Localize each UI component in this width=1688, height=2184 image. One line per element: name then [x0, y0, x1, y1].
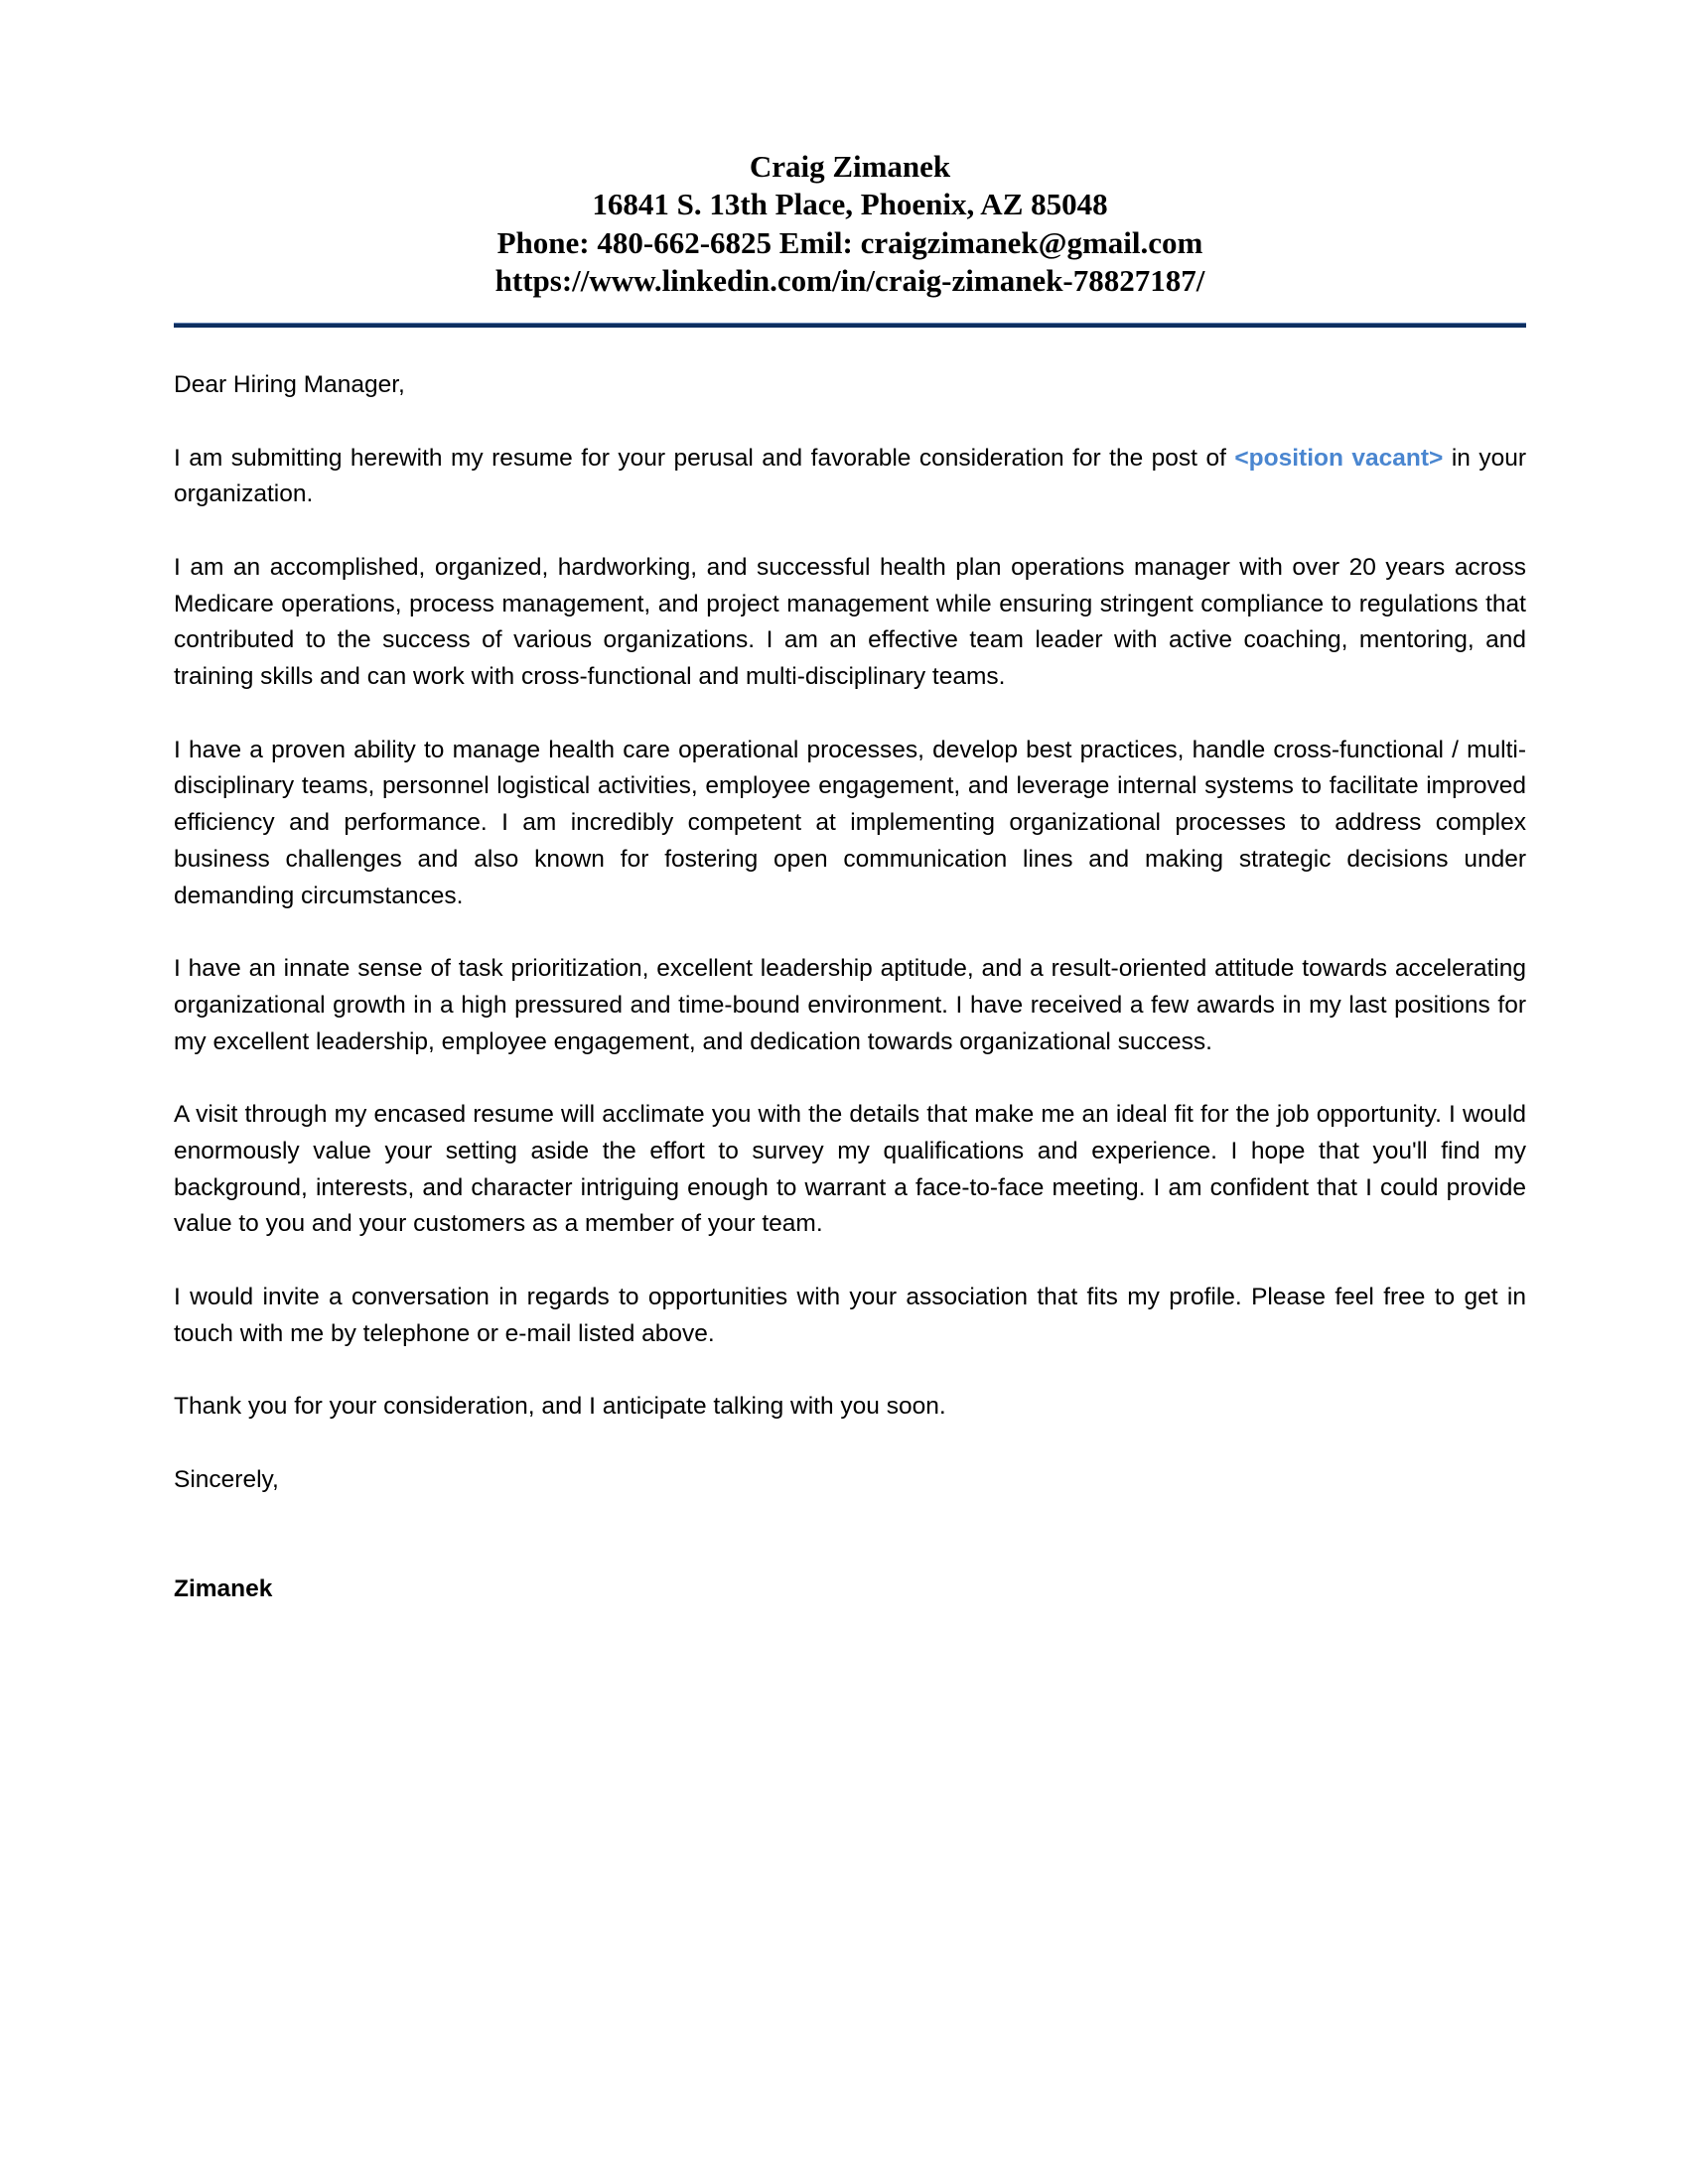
applicant-contact: Phone: 480-662-6825 Emil: craigzimanek@gmail.com	[496, 224, 1203, 260]
paragraph-leadership: I have an innate sense of task prioritization, excellent leadership aptitude, and a result-oriented attitude towards accelerating organizational growth in a high pressured and time-bound environment. I have received a few awards in my last positions for my excellent leadership, employee engagement, and dedication towards organizational success.	[174, 955, 1526, 1055]
paragraph-experience: I am an accomplished, organized, hardworking, and successful health plan operations manager with over 20 years across Medicare operations, process management, and project management while ensuring stringent compliance to regulations that contributed to the success of various organizations. I am an effective team leader with active coaching, mentoring, and training skills and can work with cross-functional and multi-disciplinary teams.	[174, 553, 1526, 690]
letterhead	[174, 148, 1526, 300]
paragraph-intro	[174, 441, 1526, 514]
paragraph-resume: A visit through my encased resume will acclimate you with the details that make me an ideal fit for the job opportunity. I would enormously value your setting aside the effort to survey my qualifications and experience. I hope that you'll find my background, interests, and character intriguing enough to warrant a face-to-face meeting. I am confident that I could provide value to you and your customers as a member of your team.	[174, 1101, 1526, 1238]
paragraph-invite: I would invite a conversation in regards to opportunities with your association that fits my profile. Please feel free to get in touch with me by telephone or e-mail listed above.	[174, 1283, 1526, 1347]
closing: Sincerely,	[174, 1465, 279, 1493]
intro-text-before: I am submitting herewith my resume for your perusal and favorable consideration for the post of	[174, 444, 1235, 472]
header-divider	[174, 323, 1526, 328]
applicant-linkedin: https://www.linkedin.com/in/craig-zimanek-78827187/	[494, 262, 1205, 298]
signature: Zimanek	[174, 1574, 273, 1602]
signature-space	[174, 1535, 1526, 1571]
position-placeholder: <position vacant>	[1234, 444, 1444, 472]
paragraph-abilities: I have a proven ability to manage health care operational processes, develop best practices, handle cross-functional / multi-disciplinary teams, personnel logistical activities, employee engagement, and leverage internal systems to facilitate improved efficiency and performance. I am incredibly competent at implementing organizational processes to address complex business challenges and also known for fostering open communication lines and making strategic decisions under demanding circumstances.	[174, 736, 1526, 909]
applicant-address: 16841 S. 13th Place, Phoenix, AZ 85048	[592, 187, 1108, 222]
salutation: Dear Hiring Manager,	[174, 371, 405, 398]
paragraph-thanks: Thank you for your consideration, and I anticipate talking with you soon.	[174, 1393, 946, 1420]
letter-body	[174, 367, 1526, 1608]
intro-text-after: in your organization.	[174, 444, 1527, 508]
applicant-name: Craig Zimanek	[749, 149, 951, 184]
